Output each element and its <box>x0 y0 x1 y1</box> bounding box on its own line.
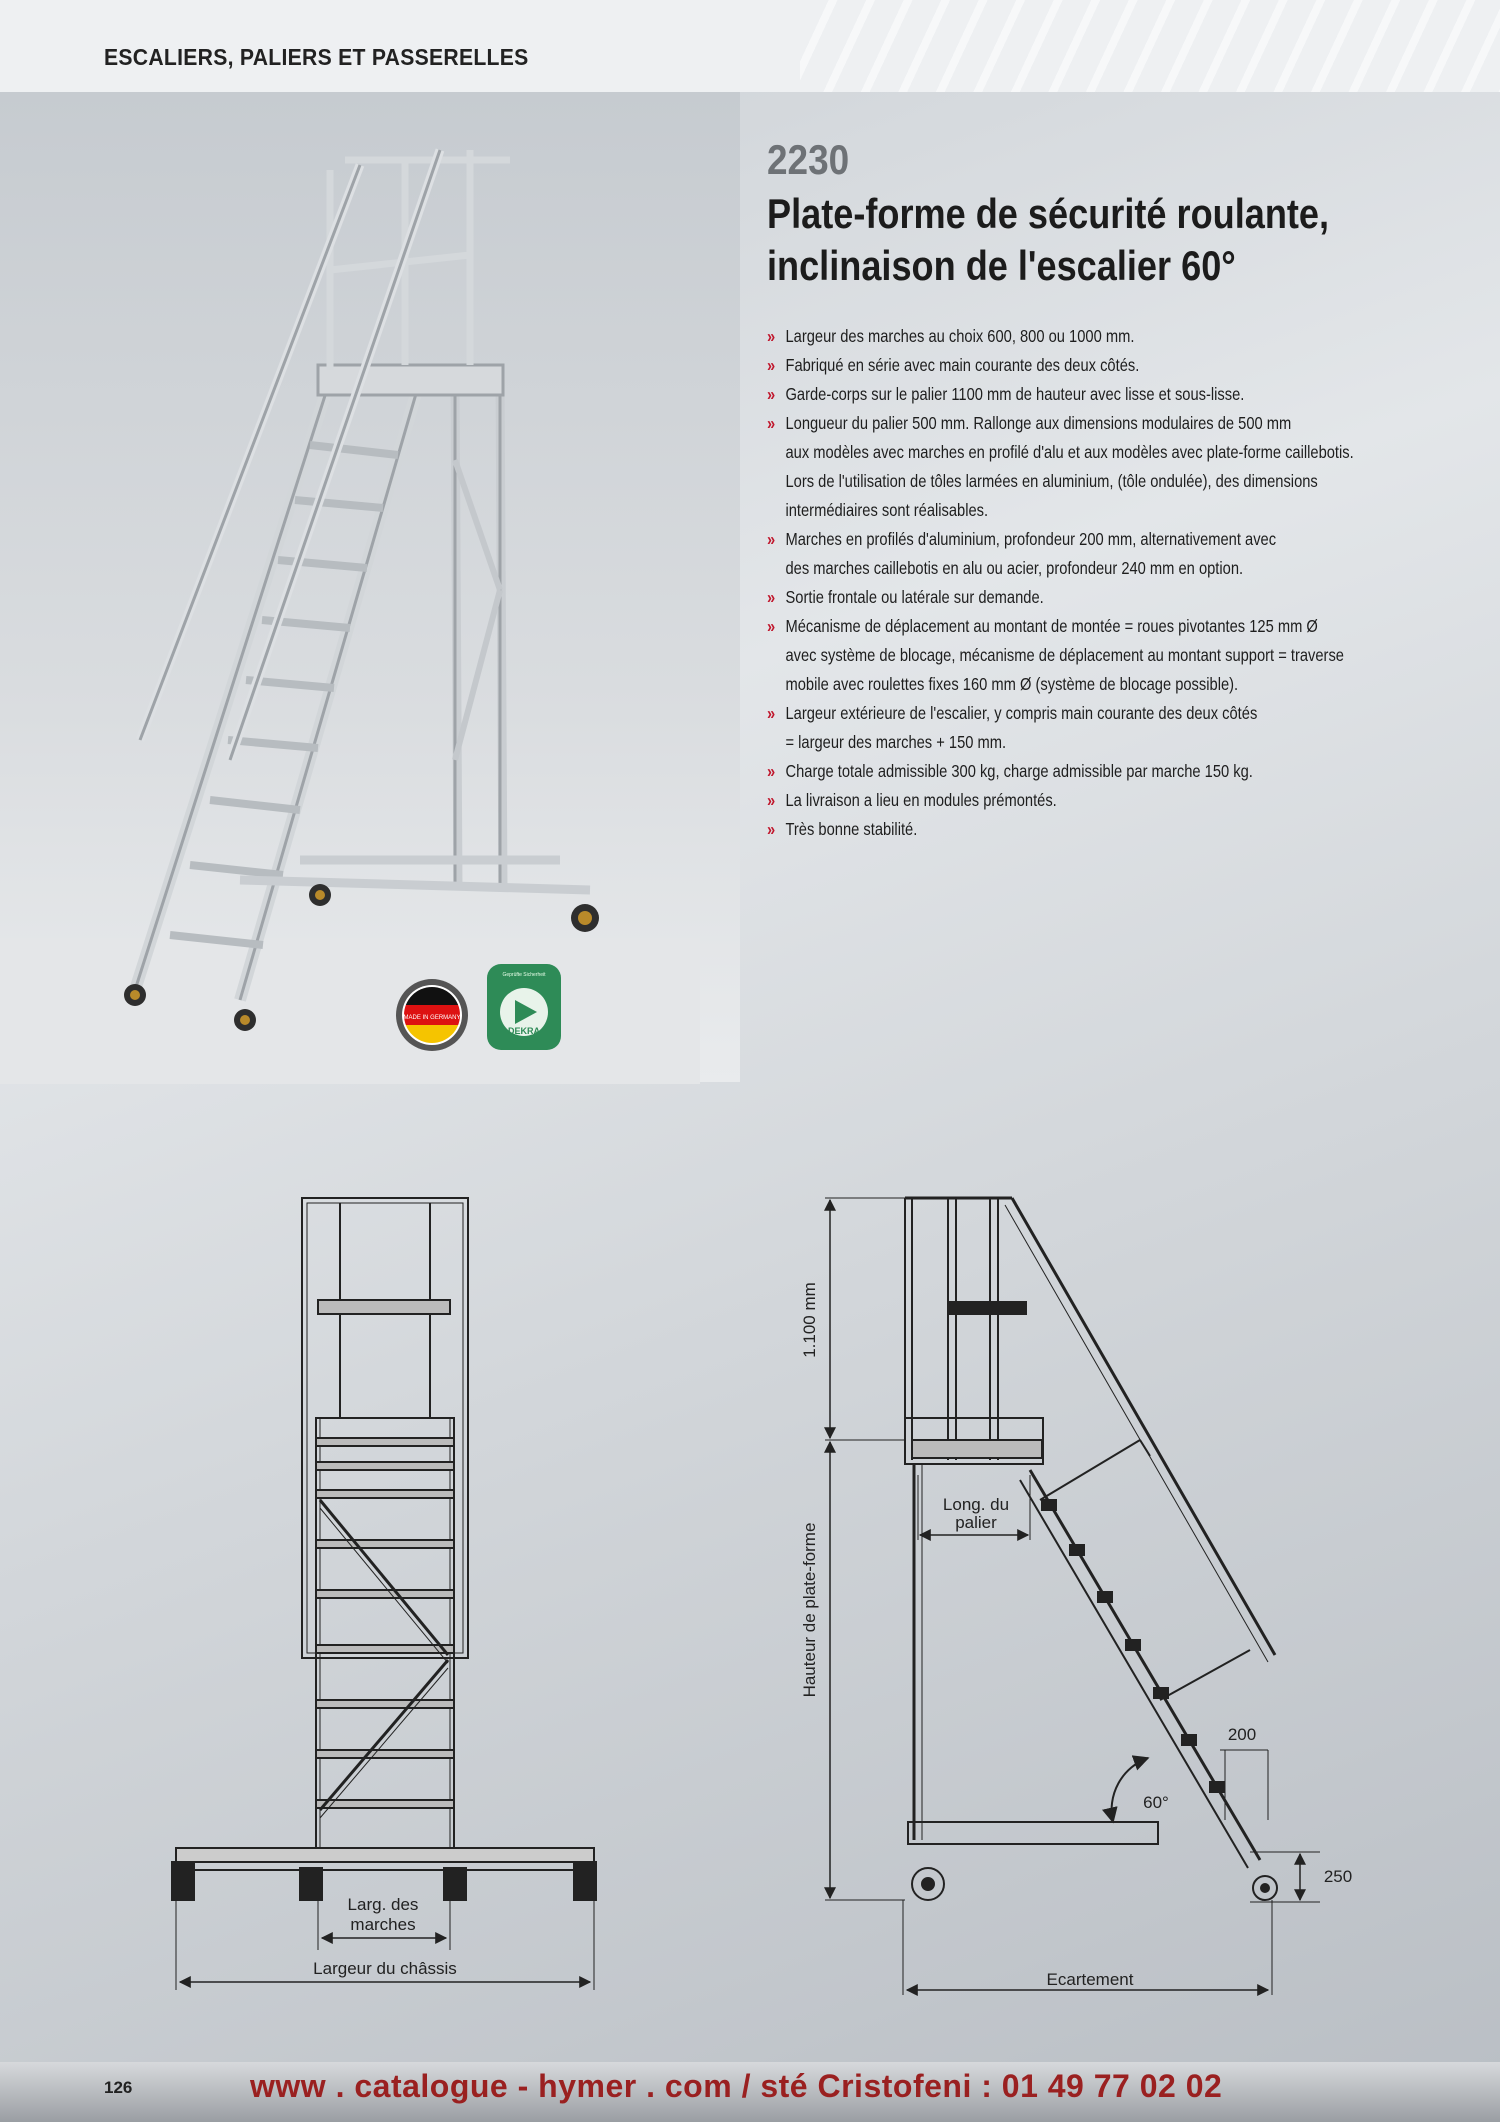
feature-text: Longueur du palier 500 mm. Rallonge aux dimensions modulaires de 500 mm aux modèles avec marches en profilé d'alu et aux modèles avec plate-forme caillebotis. Lors de l'utilisation de tôles larmées en aluminium, (tôle ondulée), des dimensions intermédiaires sont réalisables. <box>785 413 1354 520</box>
product-photo <box>0 0 740 1080</box>
bullet-icon: » <box>767 587 776 607</box>
chassis-width-label: Largeur du châssis <box>313 1959 457 1978</box>
feature-item <box>767 815 1405 844</box>
step-depth-label: 200 <box>1227 1725 1257 1744</box>
bullet-icon: » <box>767 384 776 404</box>
feature-item <box>767 786 1405 815</box>
feature-item <box>767 525 1405 583</box>
bullet-icon: » <box>767 703 776 723</box>
feature-text: Fabriqué en série avec main courante des deux côtés. <box>785 355 1140 375</box>
product-title-line-2: inclinaison de l'escalier 60° <box>767 242 1236 289</box>
feature-text: Marches en profilés d'aluminium, profondeur 200 mm, alternativement avec des marches caillebotis en alu ou acier, profondeur 240 mm en option. <box>785 529 1277 578</box>
feature-item <box>767 351 1405 380</box>
bullet-icon: » <box>767 790 776 810</box>
bullet-icon: » <box>767 355 776 375</box>
feature-text: Très bonne stabilité. <box>785 819 918 839</box>
dekra-logo-text: DEKRA <box>507 1026 541 1036</box>
feature-text: Mécanisme de déplacement au montant de montée = roues pivotantes 125 mm Ø avec système de blocage, mécanisme de déplacement au montant support = traverse mobile avec roulettes fixes 160 mm Ø (système de blocage possible). <box>785 616 1344 694</box>
bullet-icon: » <box>767 616 776 636</box>
guardrail-height-label: 1.100 mm <box>800 1282 819 1358</box>
feature-text: Charge totale admissible 300 kg, charge admissible par marche 150 kg. <box>785 761 1253 781</box>
landing-length-label-line-2: palier <box>955 1513 997 1532</box>
feature-text: Largeur des marches au choix 600, 800 ou 1000 mm. <box>785 326 1135 346</box>
bullet-icon: » <box>767 413 776 433</box>
step-width-label-line-1: Larg. des <box>347 1895 419 1914</box>
page-number: 126 <box>104 2078 133 2097</box>
landing-length-label-line-1: Long. du <box>942 1495 1010 1514</box>
feature-item <box>767 699 1405 757</box>
spacing-label: Ecartement <box>1046 1970 1134 1989</box>
feature-item <box>767 409 1405 525</box>
feature-item <box>767 757 1405 786</box>
feature-item <box>767 380 1405 409</box>
made-in-germany-badge <box>392 975 472 1055</box>
feature-text: Largeur extérieure de l'escalier, y compris main courante des deux côtés = largeur des marches + 150 mm. <box>785 703 1258 752</box>
front-view-drawing <box>172 1198 596 1990</box>
feature-text: La livraison a lieu en modules prémontés. <box>785 790 1057 810</box>
feature-item <box>767 612 1405 699</box>
bullet-icon: » <box>767 326 776 346</box>
feature-list <box>767 322 1405 844</box>
section-title: ESCALIERS, PALIERS ET PASSERELLES <box>104 44 529 70</box>
product-number: 2230 <box>767 136 850 183</box>
bullet-icon: » <box>767 819 776 839</box>
angle-label: 60° <box>1143 1793 1169 1812</box>
side-view-drawing <box>825 1198 1320 1995</box>
footer-watermark-url: www . catalogue - hymer . com / sté Cristofeni : 01 49 77 02 02 <box>250 2068 1223 2104</box>
feature-item <box>767 322 1405 351</box>
bullet-icon: » <box>767 529 776 549</box>
feature-text: Garde-corps sur le palier 1100 mm de hauteur avec lisse et sous-lisse. <box>785 384 1245 404</box>
product-title-line-1: Plate-forme de sécurité roulante, <box>767 190 1330 237</box>
feature-text: Sortie frontale ou latérale sur demande. <box>785 587 1044 607</box>
step-width-label-line-2: marches <box>350 1915 416 1934</box>
rise-label: 250 <box>1323 1867 1353 1886</box>
feature-item <box>767 583 1405 612</box>
bullet-icon: » <box>767 761 776 781</box>
made-in-germany-text: MADE IN GERMANY <box>403 1015 461 1021</box>
product-title <box>767 188 1369 292</box>
dekra-badge <box>485 962 563 1052</box>
dekra-top-text: Geprüfte Sicherheit <box>502 972 546 978</box>
header-decoration <box>800 0 1500 92</box>
platform-height-label: Hauteur de plate-forme <box>800 1522 819 1698</box>
